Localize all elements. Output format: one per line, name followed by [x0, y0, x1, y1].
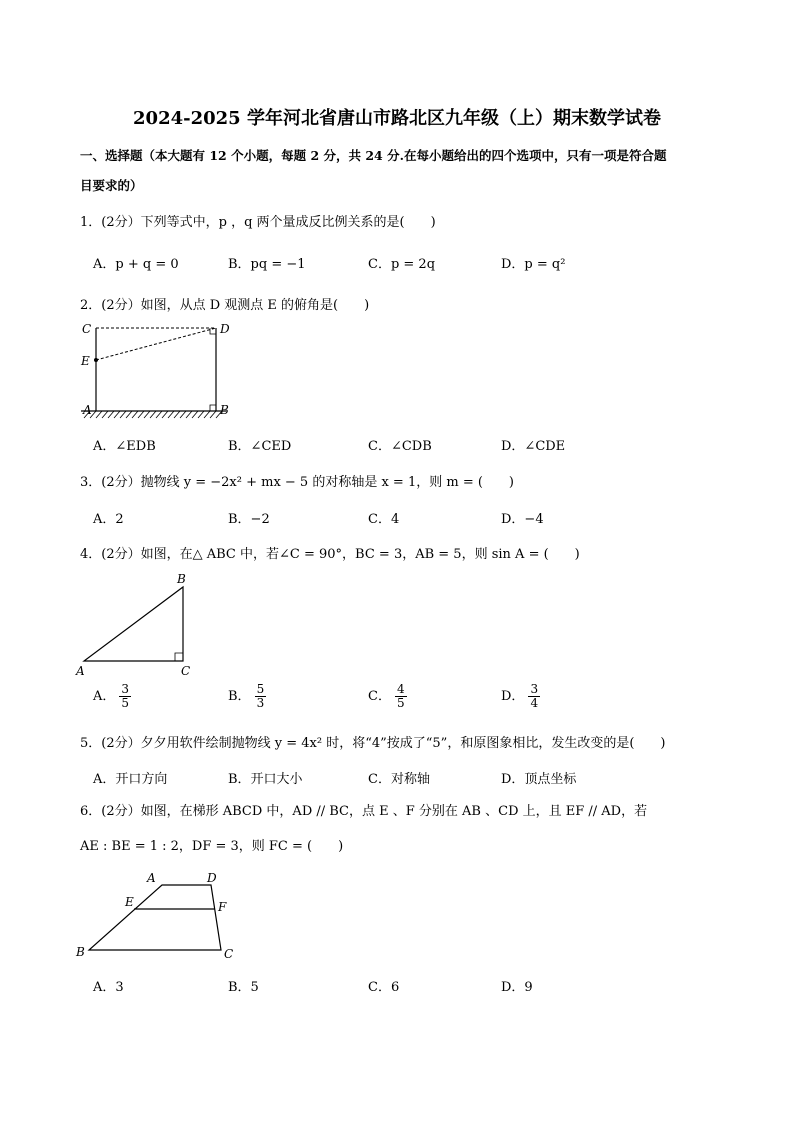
q4-option-b: B． $\frac{5}{3}$: [228, 682, 265, 710]
q2-option-a: A．∠EDB: [93, 439, 156, 454]
q2-label-a: A: [83, 403, 92, 417]
question-6-stem-line1: 6．(2分）如图，在梯形 ABCD 中，AD // BC，点 E 、F 分别在 AB 、CD 上，且 EF // AD，若: [80, 804, 648, 819]
q6-label-a: A: [147, 871, 156, 885]
q2-label-e: E: [81, 354, 90, 368]
q3-option-a: A．2: [93, 512, 124, 527]
question-2-stem: 2．(2分）如图，从点 D 观测点 E 的俯角是( ): [80, 298, 370, 313]
q6-label-e: E: [125, 895, 134, 909]
q3-option-d: D．−4: [501, 512, 544, 527]
q2-label-b: B: [220, 403, 229, 417]
q5-option-a: A．开口方向: [93, 772, 168, 787]
q5-option-c: C．对称轴: [368, 772, 430, 787]
q6-label-c: C: [224, 947, 234, 961]
q2-figure: [76, 318, 236, 428]
q4-option-d: D． $\frac{3}{4}$: [501, 682, 539, 710]
q3-option-b: B．−2: [228, 512, 270, 527]
q1-option-a: A．p + q = 0: [93, 257, 179, 272]
q2-option-d: D．∠CDE: [501, 439, 566, 454]
q1-option-c: C．p = 2q: [368, 257, 436, 272]
q4-label-a: A: [76, 664, 85, 678]
q6-label-d: D: [207, 871, 217, 885]
question-3-stem: 3．(2分）抛物线 y = −2x² + mx − 5 的对称轴是 x = 1，则 m = ( ): [80, 475, 514, 490]
question-4-stem: 4．(2分）如图，在△ ABC 中，若∠C = 90°，BC = 3，AB = 5，则 sin A = ( ): [80, 547, 580, 562]
q4-figure: [74, 568, 204, 680]
q5-option-d: D．顶点坐标: [501, 772, 577, 787]
q4-label-b: B: [177, 572, 186, 586]
q4-label-c: C: [181, 664, 191, 678]
q1-option-d: D．p = q²: [501, 257, 566, 272]
q2-option-b: B．∠CED: [228, 439, 292, 454]
q6-label-f: F: [218, 900, 227, 914]
q4-option-c: C． $\frac{4}{5}$: [368, 682, 405, 710]
question-1-stem: 1．(2分）下列等式中，p ，q 两个量成反比例关系的是( ): [80, 215, 436, 230]
q2-label-c: C: [82, 322, 92, 336]
q6-option-d: D．9: [501, 980, 533, 995]
q2-option-c: C．∠CDB: [368, 439, 432, 454]
section-heading-line1: 一、选择题（本大题有 12 个小题，每题 2 分，共 24 分.在每小题给出的四个选项中，只有一项是符合题: [80, 148, 667, 163]
question-6-stem-line2: AE : BE = 1 : 2，DF = 3，则 FC = ( ): [80, 839, 344, 854]
q3-option-c: C．4: [368, 512, 400, 527]
q5-option-b: B．开口大小: [228, 772, 303, 787]
question-5-stem: 5．(2分）夕夕用软件绘制抛物线 y = 4x² 时，将“4”按成了“5”，和原图象相比，发生改变的是( ): [80, 736, 666, 751]
q1-option-b: B．pq = −1: [228, 257, 306, 272]
q4-option-a: A． $\frac{3}{5}$: [93, 682, 130, 710]
q6-option-a: A．3: [93, 980, 124, 995]
q6-figure: [72, 868, 242, 964]
q2-label-d: D: [220, 322, 230, 336]
section-heading-line2: 目要求的）: [80, 178, 143, 193]
q6-option-b: B．5: [228, 980, 259, 995]
q6-label-b: B: [76, 945, 85, 959]
q6-option-c: C．6: [368, 980, 400, 995]
page-title: 2024-2025 学年河北省唐山市路北区九年级（上）期末数学试卷: [133, 108, 661, 129]
